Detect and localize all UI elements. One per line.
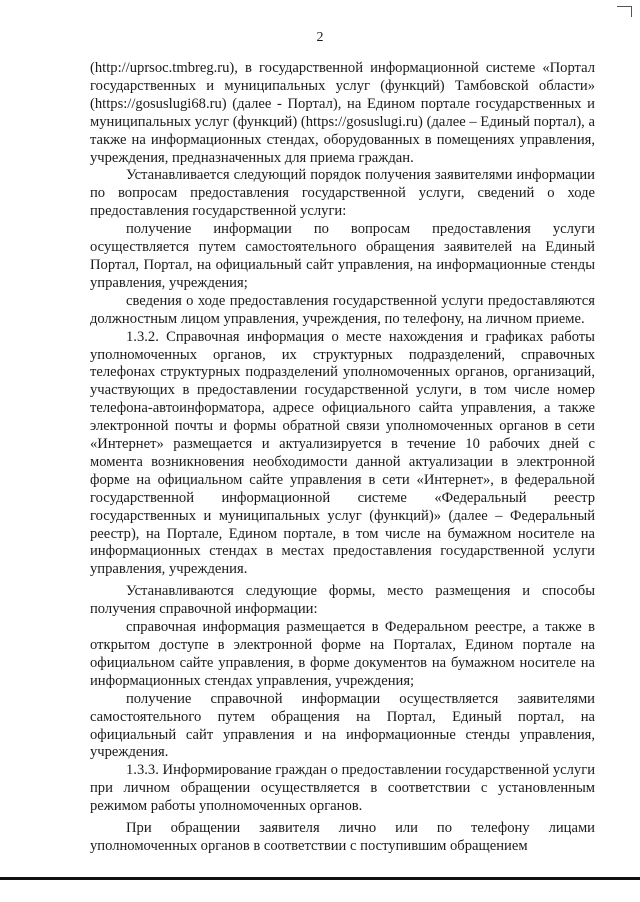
paragraph-continuation: (http://uprsoc.tmbreg.ru), в государственной информационной системе «Портал государственных и муниципальных услуг (функций) Тамбовской области» (https://gosuslugi68.ru) (далее - Портал), на Едином портале государственных и муниципальных услуг (функций) (https://gosuslugi.ru) (далее – Единый портал), а также на информационных стендах, оборудованных в помещениях управления, учреждения, предназначенных для приема граждан. <box>90 60 595 166</box>
paragraph-info-obtaining: получение информации по вопросам предоставления услуги осуществляется путем самостоятельного обращения заявителей на Единый Портал, Портал, на официальный сайт управления, на информационные стенды управления, учреждения; <box>90 221 595 291</box>
paragraph-status-info: сведения о ходе предоставления государственной услуги предоставляются должностным лицом управления, учреждения, по телефону, на личном приеме. <box>90 292 595 327</box>
bottom-scan-rule <box>0 877 640 880</box>
paragraph-section-1-3-2: 1.3.2. Справочная информация о месте нахождения и графиках работы уполномоченных органов, их структурных подразделений, справочных телефонах структурных подразделений уполномоченных органов, организаций, участвующих в предоставлении государственной услуги, в том числе номер телефона-автоинформатора, адресе официального сайта управления, а также электронной почты и формы обратной связи уполномоченных органов в сети «Интернет» размещается и актуализируется в течение 10 рабочих дней с момента возникновения необходимости данной актуализации в электронной форме на официальном сайте управления в сети «Интернет», в федеральной государственной информационной системе «Федеральный реестр государственных и муниципальных услуг (функций)» (далее – Федеральный реестр), на Портале, Едином портале, в том числе на бумажном носителе на информационных стендах в местах предоставления государственной услуги управления, учреждения. <box>90 328 595 578</box>
paragraph-reference-placement: справочная информация размещается в Федеральном реестре, а также в открытом доступе в электронной форме на Порталах, Едином портале на официальном сайте управления, в форме документов на бумажном носителе на информационных стендах управления, учреждения; <box>90 619 595 689</box>
page-number: 2 <box>316 30 324 45</box>
paragraph-section-1-3-3: 1.3.3. Информирование граждан о предоставлении государственной услуги при личном обращении осуществляется в соответствии с установленным режимом работы уполномоченных органов. <box>90 762 595 815</box>
scan-corner-mark <box>617 6 632 17</box>
paragraph-order-intro: Устанавливается следующий порядок получения заявителями информации по вопросам предоставления государственной услуги, сведений о ходе предоставления государственной услуги: <box>90 167 595 220</box>
paragraph-forms-intro: Устанавливаются следующие формы, место размещения и способы получения справочной информации: <box>90 583 595 618</box>
document-body <box>90 60 595 856</box>
paragraph-personal-appeal: При обращении заявителя лично или по телефону лицами уполномоченных органов в соответствии с поступившим обращением <box>90 820 595 854</box>
paragraph-reference-obtaining: получение справочной информации осуществляется заявителями самостоятельного путем обращения на Портал, Единый портал, на официальный сайт управления и на информационные стенды управления, учреждения. <box>90 690 595 761</box>
